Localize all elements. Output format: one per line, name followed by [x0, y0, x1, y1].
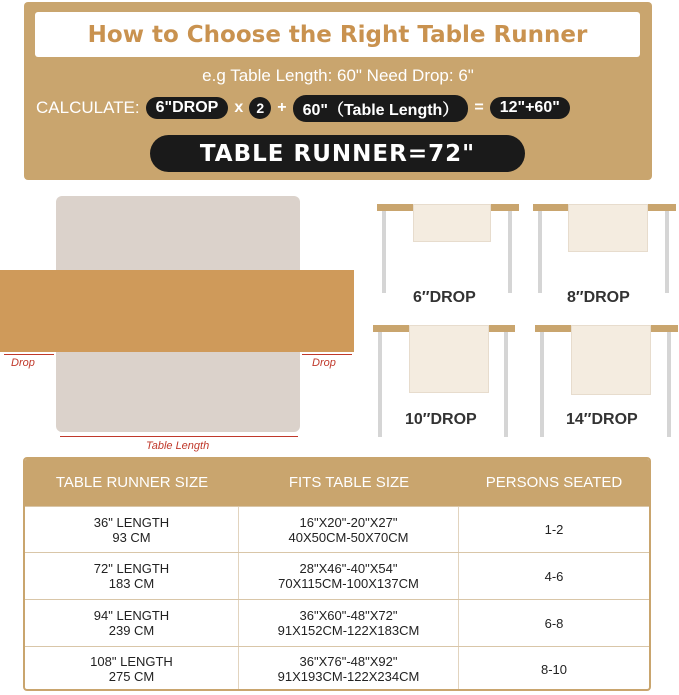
- drop-line-left: [4, 354, 54, 355]
- title-box: [35, 12, 640, 57]
- fits-inches: 16"X20"-20"X27": [299, 514, 398, 530]
- fits-inches: 36"X60"-48"X72": [299, 608, 398, 623]
- fits-cm: 91X152CM-122X183CM: [277, 623, 420, 638]
- persons-seated: 4-6: [544, 568, 564, 584]
- drop-panel-14: [535, 325, 678, 440]
- table-row: [25, 646, 649, 691]
- fits-cm: 70X115CM-100X137CM: [278, 576, 419, 591]
- drop-panel-10: [373, 325, 515, 440]
- page-title: How to Choose the Right Table Runner: [87, 21, 588, 48]
- table-row: [25, 599, 649, 646]
- runner-length-cm: 239 CM: [108, 623, 155, 638]
- calculate-label: CALCULATE:: [36, 98, 140, 117]
- runner-length: 72" LENGTH: [93, 561, 170, 576]
- drop-label-14: 14″DROP: [566, 411, 638, 428]
- drop-line-right: [302, 354, 352, 355]
- table-row: [25, 552, 649, 599]
- result-pill: [150, 135, 525, 172]
- persons-seated: 6-8: [544, 615, 564, 631]
- drop-panel-6: [377, 204, 519, 316]
- drop-label-8: 8″DROP: [567, 289, 630, 306]
- multiplier-badge: 2: [249, 97, 271, 119]
- header-runner-size: TABLE RUNNER SIZE: [55, 474, 209, 491]
- length-pill: 60"（Table Length）: [293, 95, 469, 122]
- drop-pill: 6"DROP: [146, 97, 229, 119]
- runner-length-cm: 275 CM: [108, 669, 155, 684]
- table-row: [25, 506, 649, 552]
- table-length-line: [60, 436, 298, 437]
- size-table: [23, 457, 651, 691]
- times-sign: x: [234, 99, 244, 116]
- persons-seated: 1-2: [544, 522, 564, 537]
- equals-sign: =: [474, 99, 484, 116]
- fits-cm: 40X50CM-50X70CM: [288, 529, 409, 545]
- drop-panel-8: [533, 204, 676, 316]
- drop-label-left: Drop: [11, 357, 35, 369]
- drop-label-10: 10″DROP: [405, 411, 477, 428]
- drop-label-right: Drop: [312, 357, 336, 369]
- calculation-row: [36, 95, 570, 121]
- runner-length: 108" LENGTH: [90, 654, 173, 669]
- runner-length-cm: 93 CM: [112, 529, 151, 545]
- fits-inches: 36"X76"-48"X92": [299, 654, 398, 669]
- fits-cm: 91X193CM-122X234CM: [277, 669, 420, 684]
- runner-illustration: [0, 270, 354, 352]
- runner-length: 94" LENGTH: [93, 608, 170, 623]
- header-fits-table: FITS TABLE SIZE: [288, 474, 410, 491]
- table-length-label: Table Length: [146, 440, 210, 452]
- runner-length-cm: 183 CM: [108, 576, 155, 591]
- runner-length: 36" LENGTH: [93, 514, 170, 530]
- persons-seated: 8-10: [540, 661, 568, 677]
- plus-sign: +: [277, 99, 287, 116]
- table-header: [25, 459, 649, 506]
- drop-label-6: 6″DROP: [413, 289, 476, 306]
- sum-pill: 12"+60": [490, 97, 570, 119]
- result-text: TABLE RUNNER=72": [199, 140, 476, 167]
- header-persons: PERSONS SEATED: [485, 474, 623, 491]
- example-text: e.g Table Length: 60" Need Drop: 6": [202, 66, 474, 85]
- fits-inches: 28"X46"-40"X54": [299, 561, 398, 576]
